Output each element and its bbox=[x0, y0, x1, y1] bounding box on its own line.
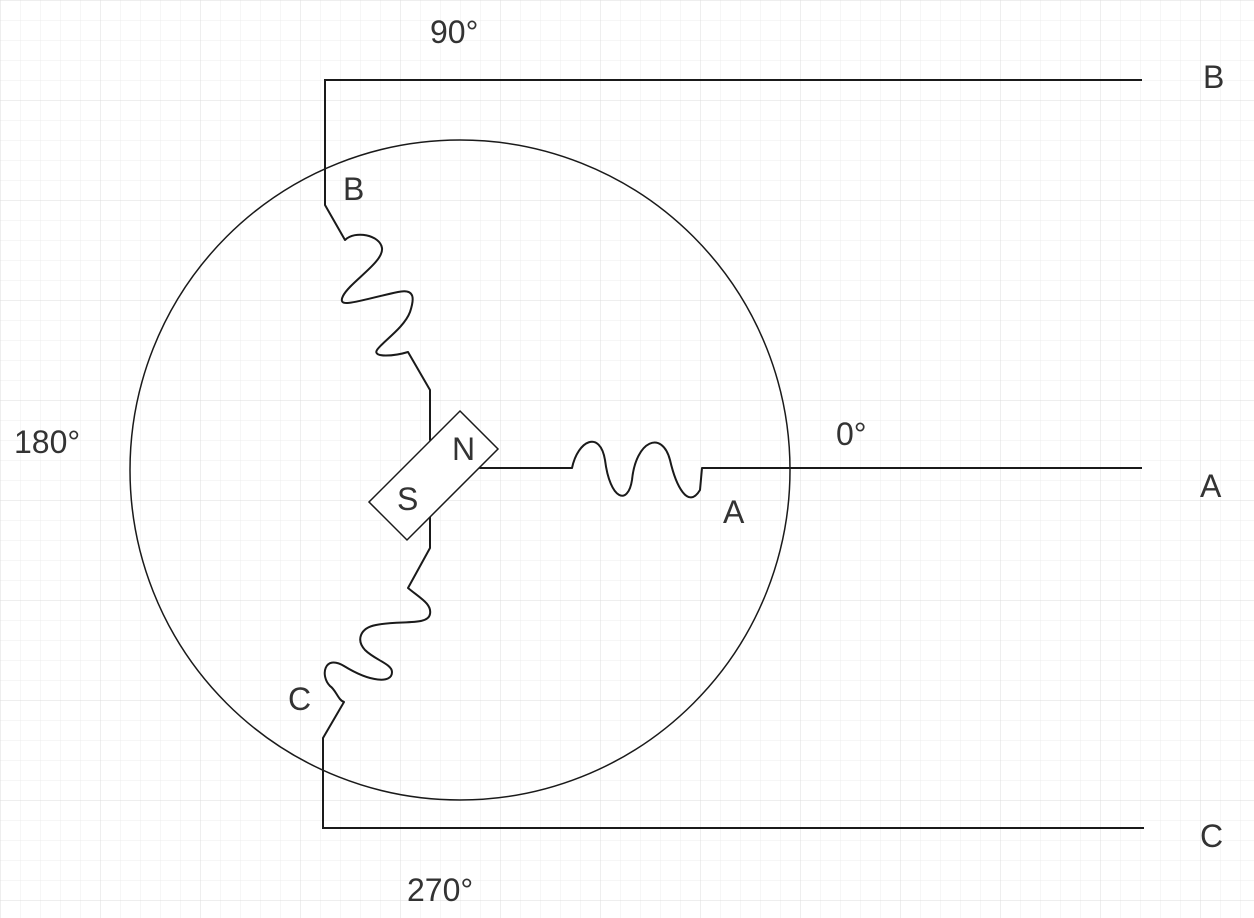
angle-label-270: 270° bbox=[407, 872, 474, 908]
magnet-pole-north: N bbox=[452, 431, 476, 467]
angle-label-90: 90° bbox=[430, 14, 479, 50]
terminal-label-a: A bbox=[1200, 468, 1222, 504]
coil-label-c: C bbox=[288, 681, 312, 717]
angle-label-180: 180° bbox=[14, 424, 81, 460]
coil-label-a: A bbox=[723, 494, 745, 530]
terminal-label-b: B bbox=[1203, 59, 1225, 95]
angle-label-0: 0° bbox=[836, 416, 867, 452]
terminal-label-c: C bbox=[1200, 818, 1224, 854]
magnet-pole-south: S bbox=[397, 481, 419, 517]
coil-label-b: B bbox=[343, 171, 365, 207]
